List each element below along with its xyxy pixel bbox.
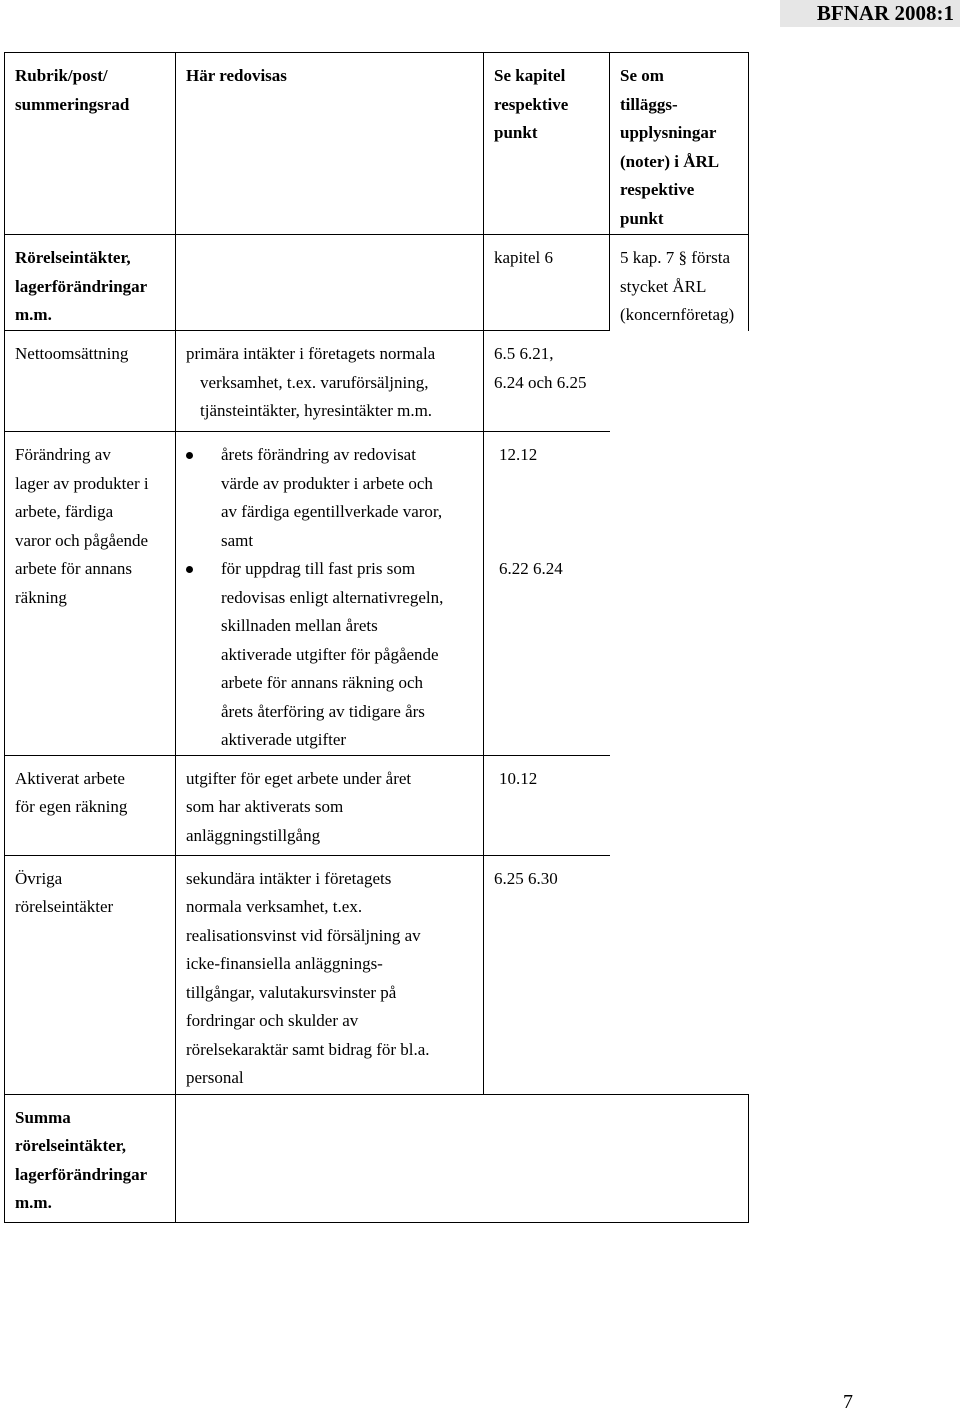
table-row — [5, 755, 749, 855]
page-number: 7 — [843, 1391, 853, 1413]
section-arl-ref: stycket ÅRL — [620, 276, 707, 296]
section-arl-ref: 5 kap. 7 § första — [620, 248, 731, 267]
desc-cell — [176, 432, 484, 756]
bullet-icon — [186, 452, 193, 459]
desc-text: tjänsteintäkter, hyresintäkter m.m. — [200, 401, 433, 420]
post-cell — [5, 331, 176, 432]
section-chapter: kapitel 6 — [494, 248, 554, 267]
summary-row — [5, 1094, 749, 1222]
desc-text: utgifter för eget arbete under året — [186, 768, 412, 788]
section-chapter-cell — [484, 235, 610, 331]
header-post-label: summeringsrad — [15, 94, 130, 114]
post-cell — [5, 755, 176, 855]
list-item — [186, 555, 473, 755]
section-title: m.m. — [15, 305, 52, 324]
empty-cell — [176, 1094, 484, 1222]
ref-text: 6.5 6.21, — [494, 344, 554, 363]
post-cell — [5, 432, 176, 756]
header-notes-label: punkt — [620, 208, 664, 228]
refs-cell — [484, 331, 610, 432]
summary-label: lagerförändringar — [15, 1164, 148, 1184]
bullet-text: aktiverade utgifter för pågående — [221, 644, 439, 664]
header-chapter-label: respektive — [494, 94, 569, 114]
desc-cell — [176, 755, 484, 855]
header-chapter-cell — [484, 53, 610, 235]
post-label: arbete för annans — [15, 559, 133, 578]
post-label: Förändring av — [15, 445, 111, 464]
ref-text: 6.25 6.30 — [494, 868, 558, 888]
header-notes-label: upplysningar — [620, 123, 717, 142]
header-notes-label: Se om — [620, 66, 664, 85]
summary-cell — [5, 1094, 176, 1222]
bullet-icon — [186, 566, 193, 573]
table-row — [5, 855, 749, 1094]
section-arl-ref: (koncernföretag) — [620, 305, 735, 324]
empty-cell — [610, 331, 749, 432]
refs-cell — [484, 755, 610, 855]
post-label: rörelseintäkter — [15, 897, 114, 916]
summary-label: Summa — [15, 1107, 71, 1127]
desc-text: icke-finansiella anläggnings- — [186, 954, 383, 973]
desc-text: personal — [186, 1068, 244, 1087]
desc-text: rörelsekaraktär samt bidrag för bl.a. — [186, 1039, 430, 1059]
ref-text: 12.12 — [499, 445, 538, 464]
desc-cell — [176, 855, 484, 1094]
bullet-text: årets återföring av tidigare års — [221, 701, 425, 721]
bullet-text: arbete för annans räkning och — [221, 673, 424, 692]
header-row — [5, 53, 749, 235]
bullet-text: av färdiga egentillverkade varor, — [221, 502, 443, 521]
list-item — [186, 441, 473, 555]
desc-text: sekundära intäkter i företagets — [186, 868, 392, 888]
bullet-text: redovisas enligt alternativregeln, — [221, 587, 444, 607]
bullet-list — [186, 441, 473, 755]
desc-text: normala verksamhet, t.ex. — [186, 897, 363, 916]
table-row — [5, 331, 749, 432]
post-label: för egen räkning — [15, 797, 128, 816]
header-notes-label: (noter) i ÅRL — [620, 151, 720, 171]
section-title-cell — [5, 235, 176, 331]
ref-text: 6.24 och 6.25 — [494, 372, 587, 392]
empty-cell — [610, 755, 749, 855]
document-id: BFNAR 2008:1 — [780, 0, 960, 27]
post-label: Aktiverat arbete — [15, 768, 125, 788]
post-label: Nettoomsättning — [15, 344, 129, 363]
bullet-text: skillnaden mellan årets — [221, 616, 378, 635]
section-title: lagerförändringar — [15, 276, 148, 296]
empty-cell — [484, 1094, 610, 1222]
desc-text: fordringar och skulder av — [186, 1011, 359, 1030]
table-row — [5, 432, 749, 756]
header-notes-label: respektive — [620, 180, 695, 199]
header-desc-cell — [176, 53, 484, 235]
desc-text: anläggningstillgång — [186, 825, 321, 845]
post-label: arbete, färdiga — [15, 502, 114, 521]
post-label: räkning — [15, 587, 67, 607]
header-desc-label: Här redovisas — [186, 66, 287, 85]
section-row — [5, 235, 749, 331]
ref-text: 10.12 — [499, 768, 538, 788]
post-label: lager av produkter i — [15, 473, 149, 493]
post-cell — [5, 855, 176, 1094]
section-title: Rörelseintäkter, — [15, 248, 131, 267]
ref-text: 6.22 6.24 — [499, 559, 563, 578]
header-chapter-label: Se kapitel — [494, 66, 566, 85]
refs-cell — [484, 432, 610, 756]
header-chapter-label: punkt — [494, 123, 538, 142]
section-arl-cell — [610, 235, 749, 331]
post-label: Övriga — [15, 868, 63, 888]
post-label: varor och pågående — [15, 530, 149, 550]
empty-cell — [610, 432, 749, 756]
header-notes-cell — [610, 53, 749, 235]
bullet-text: årets förändring av redovisat — [221, 445, 416, 464]
report-table — [4, 52, 749, 1223]
desc-text: primära intäkter i företagets normala — [186, 344, 436, 363]
header-notes-label: tilläggs- — [620, 94, 678, 114]
bullet-text: aktiverade utgifter — [221, 730, 347, 749]
desc-text: tillgångar, valutakursvinster på — [186, 982, 397, 1002]
summary-label: m.m. — [15, 1193, 52, 1212]
refs-cell — [484, 855, 610, 1094]
summary-label: rörelseintäkter, — [15, 1136, 126, 1155]
header-post-label: Rubrik/post/ — [15, 66, 108, 85]
desc-text: realisationsvinst vid försäljning av — [186, 925, 421, 945]
bullet-text: värde av produkter i arbete och — [221, 473, 433, 493]
bullet-text: samt — [221, 530, 254, 550]
desc-text: verksamhet, t.ex. varuförsäljning, — [200, 372, 429, 392]
desc-cell — [176, 331, 484, 432]
desc-text: som har aktiverats som — [186, 797, 344, 816]
empty-cell — [610, 1094, 749, 1222]
section-desc-cell — [176, 235, 484, 331]
empty-cell — [610, 855, 749, 1094]
header-post-cell — [5, 53, 176, 235]
bullet-text: för uppdrag till fast pris som — [221, 559, 416, 578]
